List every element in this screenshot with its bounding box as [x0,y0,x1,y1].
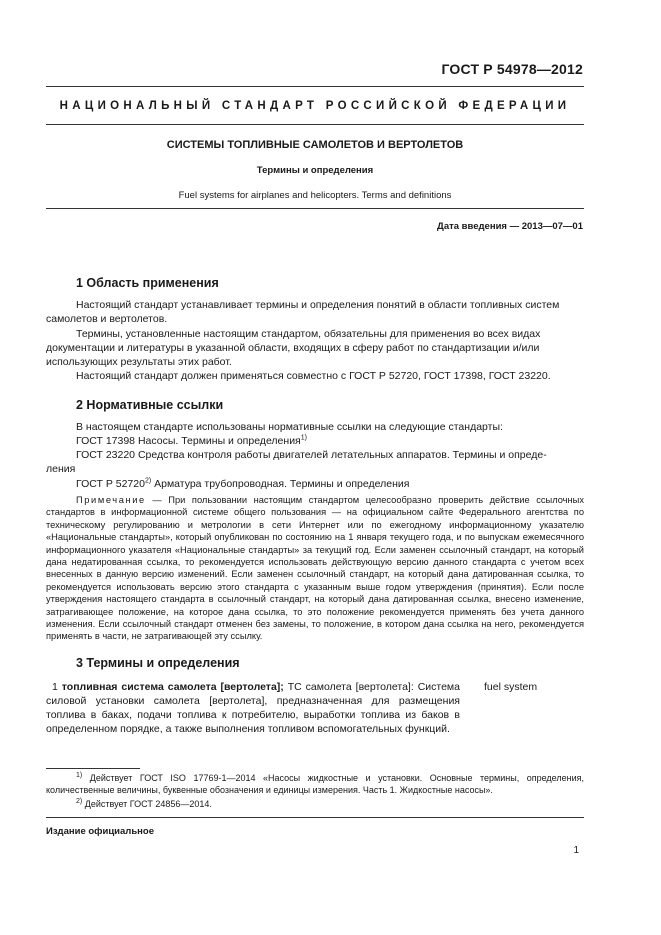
s2-ref2-line1: ГОСТ 23220 Средства контроля работы двигателей летательных аппаратов. Термины и опреде- [76,449,547,461]
note-text: — При пользовании настоящим стандартом целесообразно проверить действие ссылочных стандартов в информационной системе общего пользования — на официальном сайте Федерального агентства по техническому регулированию и метрологии в сети Интернет или по ежегодному информационному указателю «Национальные стандарты», который опубликован по состоянию на 1 января текущего года, и по выпускам ежемесячного информационного указателя «Национальные стандарты» за текущий год. Если заменен ссылочный стандарт, на который дана недатированная ссылка, то рекомендуется использовать действующую версию данного стандарта с учетом всех внесенных в данную версию изменений. Если заменен ссылочный стандарт, на который дана датированная ссылка, то рекомендуется использовать версию этого стандарта с указанным выше годом утверждения (принятия). Если после утверждения настоящего стандарта в ссылочный стандарт, на который дана датированная ссылка, внесено изменение, затрагивающее положение, на которое дана ссылка, то это положение рекомендуется применять без учета данного изменения. Если ссылочный стандарт отменен без замены, то положение, в котором дана ссылка на него, рекомендуется применять в части, не затрагивающей эту ссылку. [46,495,584,642]
section-1-heading: 1 Область применения [76,276,219,290]
footnote-rule [46,768,140,769]
section-2-heading: 2 Нормативные ссылки [76,398,224,412]
footer-rule [46,817,584,818]
effective-date: Дата введения — 2013—07—01 [437,221,583,232]
page-number: 1 [573,845,579,856]
term-english-equivalent: fuel system [484,681,538,693]
s1-p1-line2: самолетов и вертолетов. [46,313,168,325]
s2-ref3: ГОСТ Р 52720$^{2)}$ Арматура трубопроводная. Термины и определения [76,477,410,490]
s1-p2-line3: использующих результаты этих работ. [46,356,232,368]
s1-p1-line1: Настоящий стандарт устанавливает термины и определения понятий в области топливных систем [76,299,560,311]
s2-note [46,494,584,643]
banner-rule [46,124,584,125]
footnote-1: $^{1)}$ Действует ГОСТ ISO 17769-1—2014 «Насосы жидкостные и установки. Основные термины, определения, количественные величины, буквенные обозначения и единицы измерения. Часть 1. Жидкостные насосы». [46,772,584,795]
section-3-heading: 3 Термины и определения [76,656,240,670]
document-code: ГОСТ Р 54978—2012 [441,61,583,77]
english-title: Fuel systems for airplanes and helicopters. Terms and definitions [178,190,452,201]
title-rule [46,208,584,209]
s2-intro: В настоящем стандарте использованы нормативные ссылки на следующие стандарты: [76,421,503,433]
document-subtitle: Термины и определения [256,165,374,176]
s1-p3: Настоящий стандарт должен применяться совместно с ГОСТ Р 52720, ГОСТ 17398, ГОСТ 23220. [76,370,551,382]
note-label: Примечание [76,495,146,505]
term-name: топливная система самолета [вертолета]; [61,681,284,693]
s2-ref2-line2: ления [46,463,76,475]
s1-p2-line1: Термины, установленные настоящим стандартом, обязательны для применения во всех видах [76,328,541,340]
footnote-2: $^{2)}$ Действует ГОСТ 24856—2014. [76,798,212,809]
top-rule [46,86,584,87]
s1-p2-line2: документации и литературы в указанной области, входящих в сферу работ по стандартизации и/или [46,342,540,354]
s2-ref1: ГОСТ 17398 Насосы. Термины и определения$^{1)}$ [76,434,307,447]
document-title: СИСТЕМЫ ТОПЛИВНЫЕ САМОЛЕТОВ И ВЕРТОЛЕТОВ [166,139,464,151]
official-edition-label: Издание официальное [46,826,154,837]
term-entry-1: 1 топливная система самолета [вертолета]; ТС самолета [вертолета]: Система силовой установки самолета [вертолета], предназначенная для размещения топлива в баках, подачи топлива к потребителю, выработки топлива из баков в определенном порядке, а также выполнения топливом вспомогательных функций. [46,681,460,735]
national-standard-banner: НАЦИОНАЛЬНЫЙ СТАНДАРТ РОССИЙСКОЙ ФЕДЕРАЦИИ [59,100,571,112]
term-definition: ТС самолета [вертолета]: Система силовой установки самолета [вертолета], предназначенная для размещения топлива в баках, подачи топлива к потребителю, выработки топлива из баков в определенном порядке, а также выполнения топливом вспомогательных функций. [46,681,460,735]
